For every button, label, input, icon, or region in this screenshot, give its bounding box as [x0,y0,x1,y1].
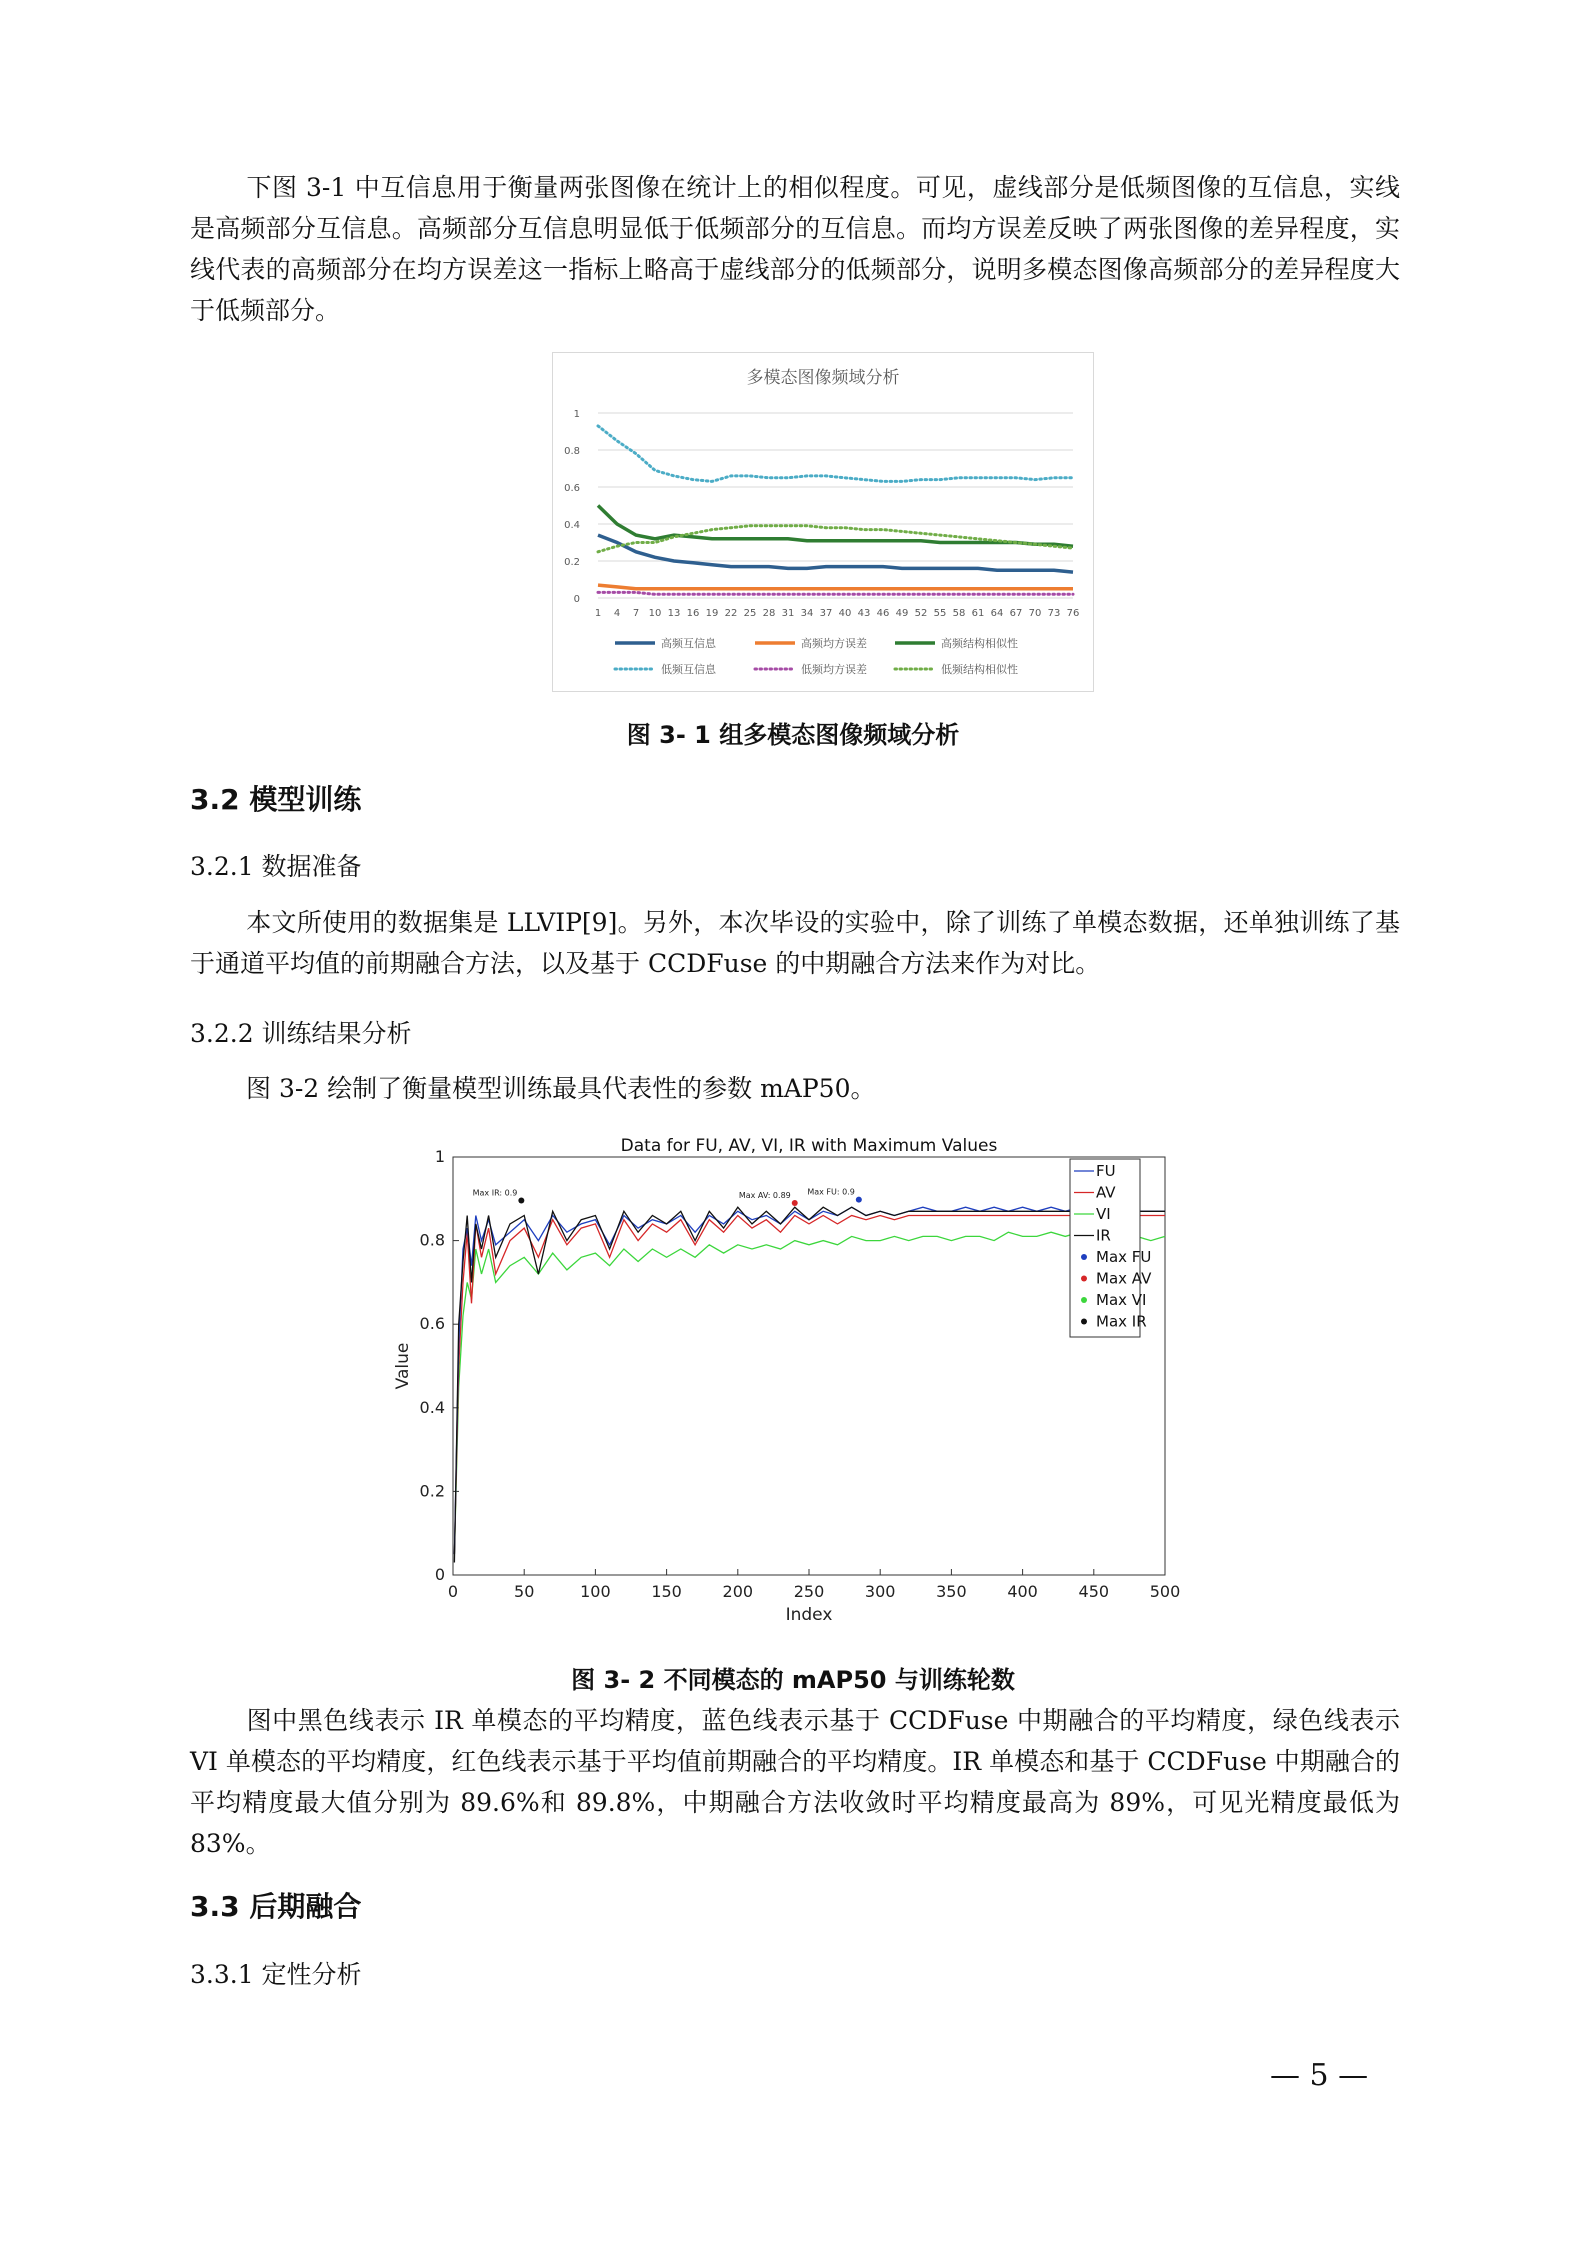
legend-label: IR [1096,1226,1111,1245]
x-tick-label: 16 [686,608,700,619]
x-tick-label: 400 [1007,1582,1038,1601]
paragraph-text: 本文所使用的数据集是 LLVIP[9]。另外，本次毕设的实验中，除了训练了单模态数据，还单独训练了基于通道平均值的前期融合方法，以及基于 CCDFuse 的中期融合方法来作为对比。 [190,908,1400,978]
x-tick-label: 67 [1009,608,1023,619]
y-tick-label: 0.6 [564,483,580,494]
max-point-label: Max IR: 0.9 [472,1188,518,1198]
legend-label: 高频互信息 [661,637,716,650]
legend-marker [1081,1276,1087,1282]
x-tick-label: 70 [1028,608,1042,619]
max-point-Max FU [856,1197,862,1203]
max-point-label: Max AV: 0.89 [738,1190,791,1200]
series-line-AV [454,1216,1165,1555]
x-tick-label: 1 [594,608,602,619]
y-tick-label: 0.8 [419,1230,445,1250]
x-tick-label: 76 [1066,608,1080,619]
series-line-低频结构相似性 [598,526,1073,552]
y-tick-label: 0.4 [419,1397,445,1417]
chart-title: Data for FU, AV, VI, IR with Maximum Values [620,1136,998,1156]
max-point-Max AV [792,1200,798,1206]
x-tick-label: 49 [895,608,909,619]
legend-label: Max AV [1096,1269,1152,1288]
legend-label: Max FU [1096,1248,1152,1266]
paragraph-intro-fig1 [190,167,1400,331]
legend-label: 低频均方误差 [801,663,867,676]
x-tick-label: 40 [838,608,852,619]
y-tick-label: 0 [573,594,580,605]
x-tick-label: 10 [648,608,662,619]
paragraph-fig2-analysis [190,1700,1400,1864]
x-tick-label: 34 [800,608,814,619]
figure-3-1 [552,352,1094,692]
x-tick-label: 150 [651,1582,682,1601]
x-tick-label: 25 [743,608,757,619]
y-axis-label: Value [393,1342,413,1390]
legend-label: Max IR [1096,1312,1147,1331]
series-line-VI [454,1232,1165,1554]
map50-training-chart [388,1135,1188,1635]
y-tick-label: 0.2 [419,1481,445,1501]
legend-marker [1081,1297,1087,1303]
x-tick-label: 500 [1149,1582,1181,1601]
figure-3-2 [388,1135,1188,1635]
x-tick-label: 50 [514,1582,535,1601]
y-tick-label: 0.2 [564,557,580,568]
x-tick-label: 7 [632,608,640,619]
paragraph-text: 图中黑色线表示 IR 单模态的平均精度，蓝色线表示基于 CCDFuse 中期融合的平均精度，绿色线表示 VI 单模态的平均精度，红色线表示基于平均值前期融合的平均精度。IR 单模态和基于 CCDFuse 中期融合的平均精度最大值分别为 89.6%和 89.8%，中期融合方法收敛时平均精度最高为 89%，可见光精度最低为 83%。 [190,1706,1400,1858]
legend-label: AV [1096,1183,1116,1202]
x-tick-label: 64 [990,608,1004,619]
x-tick-label: 100 [580,1582,611,1601]
frequency-analysis-chart [553,353,1093,691]
legend-label: FU [1096,1162,1116,1180]
x-tick-label: 46 [876,608,890,619]
subsection-heading-3-3-1: 3.3.1 定性分析 [190,1960,362,1989]
series-line-低频互信息 [598,426,1073,482]
x-tick-label: 73 [1047,608,1061,619]
x-tick-label: 350 [936,1582,967,1601]
page-number: — 5 — [1270,2058,1369,2093]
paragraph-fig2-intro [190,1068,1400,1109]
legend-label: 高频均方误差 [801,637,867,650]
x-tick-label: 37 [819,608,833,619]
series-line-FU [454,1207,1165,1554]
paragraph-text: 下图 3-1 中互信息用于衡量两张图像在统计上的相似程度。可见，虚线部分是低频图像的互信息，实线是高频部分互信息。高频部分互信息明显低于低频部分的互信息。而均方误差反映了两张图像的差异程度，实线代表的高频部分在均方误差这一指标上略高于虚线部分的低频部分，说明多模态图像高频部分的差异程度大于低频部分。 [190,173,1400,325]
x-tick-label: 22 [724,608,738,619]
x-tick-label: 450 [1078,1582,1110,1601]
series-line-IR [454,1207,1165,1562]
legend-label: VI [1096,1205,1111,1223]
x-tick-label: 61 [971,608,985,619]
x-tick-label: 0 [447,1582,459,1601]
chart-title: 多模态图像频域分析 [746,368,900,388]
figure-3-1-caption: 图 3- 1 组多模态图像频域分析 [626,721,960,749]
legend-marker [1081,1254,1087,1260]
max-point-label: Max FU: 0.9 [807,1187,855,1197]
paragraph-text: 图 3-2 绘制了衡量模型训练最具代表性的参数 mAP50。 [246,1074,876,1103]
section-heading-3-3: 3.3 后期融合 [190,1890,362,1923]
y-tick-label: 0.8 [564,446,580,457]
x-axis-label: Index [785,1605,833,1625]
x-tick-label: 31 [781,608,795,619]
paragraph-dataset [190,902,1400,984]
legend-marker [1081,1319,1087,1325]
y-tick-label: 1 [434,1147,445,1166]
x-tick-label: 52 [914,608,928,619]
x-tick-label: 58 [952,608,966,619]
x-tick-label: 13 [667,608,681,619]
legend-label: Max VI [1096,1291,1147,1309]
x-tick-label: 55 [933,608,947,619]
figure-3-2-caption: 图 3- 2 不同模态的 mAP50 与训练轮数 [571,1666,1015,1694]
section-heading-3-2: 3.2 模型训练 [190,783,362,816]
x-tick-label: 4 [613,608,621,619]
x-tick-label: 200 [722,1582,754,1601]
subsection-heading-3-2-1: 3.2.1 数据准备 [190,852,362,881]
subsection-heading-3-2-2: 3.2.2 训练结果分析 [190,1019,412,1048]
x-tick-label: 300 [864,1582,896,1601]
y-tick-label: 0.4 [564,520,580,531]
legend-label: 低频结构相似性 [941,663,1018,676]
series-line-高频均方误差 [598,585,1073,589]
legend-label: 低频互信息 [661,663,716,676]
x-tick-label: 19 [705,608,719,619]
y-tick-label: 1 [573,409,580,420]
y-tick-label: 0 [434,1565,445,1584]
y-tick-label: 0.6 [419,1314,445,1334]
x-tick-label: 250 [793,1582,825,1601]
max-point-Max IR [518,1197,524,1203]
x-tick-label: 43 [857,608,871,619]
legend-label: 高频结构相似性 [941,637,1018,650]
series-line-低频均方误差 [598,592,1073,594]
x-tick-label: 28 [762,608,776,619]
